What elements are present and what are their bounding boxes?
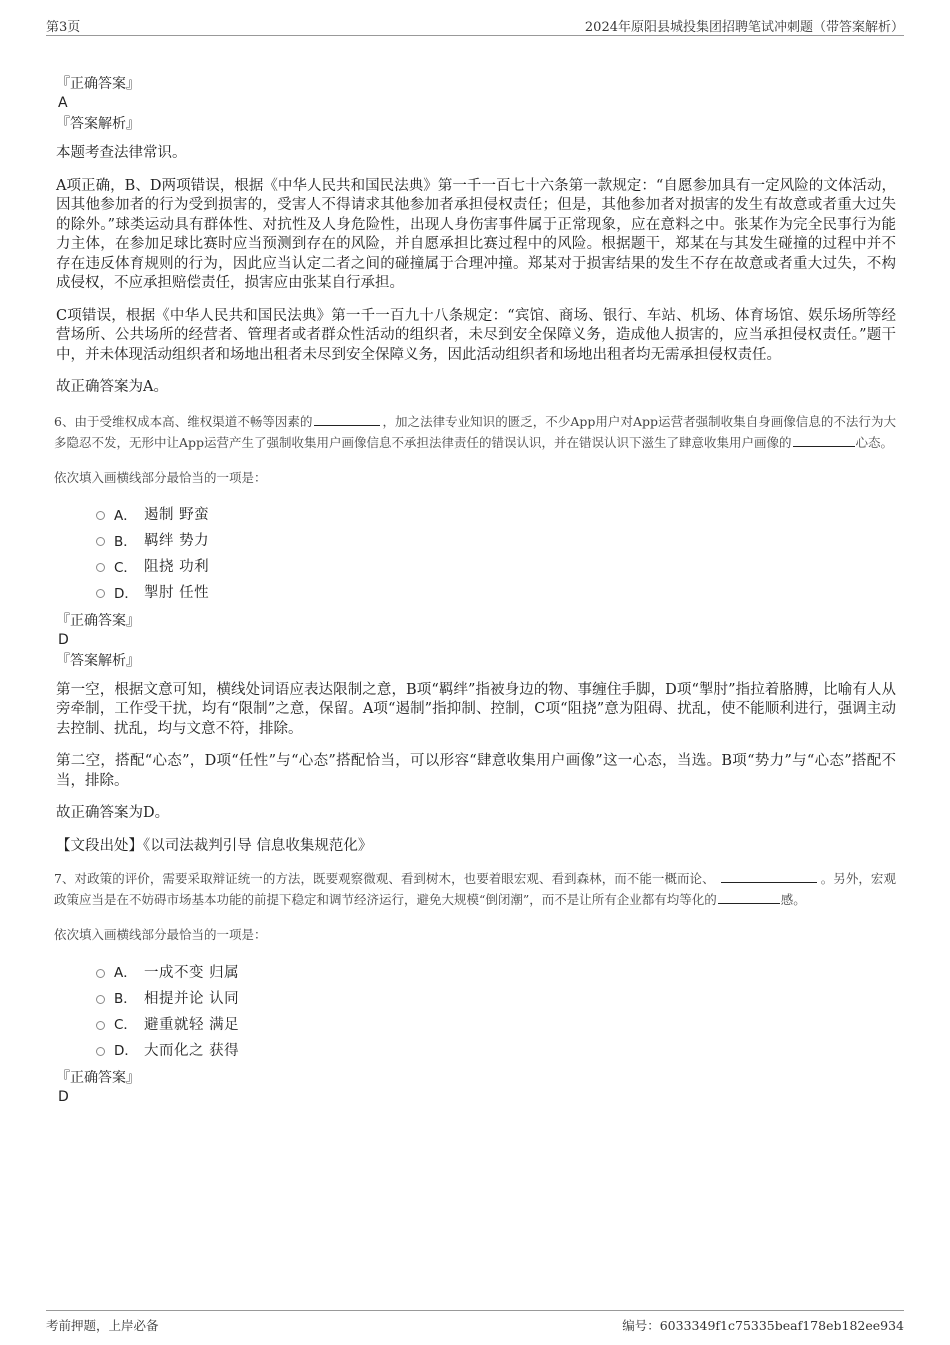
q7-options	[96, 958, 896, 1062]
q5-conclusion: 故正确答案为A。	[56, 379, 168, 395]
correct-answer-label: 『正确答案』	[56, 612, 140, 629]
q6-stem: 6、由于受维权成本高、维权渠道不畅等因素的 ，加之法律专业知识的匮乏，不少App用户对App运营者强制收集自身画像信息的不法行为大多隐忍不发，无形中让App运营产生了强制收集用户画像信息不承担法律责任的错误认识，并在错误认识下滋生了肆意收集用户画像的 心态。	[54, 413, 896, 450]
q6-analysis-p1: 第一空，根据文意可知，横线处词语应表达限制之意，B项“羁绊”指被身边的物、事缠住手脚，D项“掣肘”指拉着胳膊，比喻有人从旁牵制，工作受干扰，均有“限制”之意，保留。A项“遏制”指抑制、控制，C项“阻挠”意为阻碍、扰乱，使不能顺利进行，强调主动去控制、扰乱，均与文意不符，排除。	[56, 681, 896, 737]
q6-instruction: 依次填入画横线部分最恰当的一项是：	[54, 469, 267, 485]
q7-answer: D	[58, 1089, 69, 1105]
correct-answer-label: 『正确答案』	[56, 76, 140, 92]
q7-option-b[interactable]: B． 相提并论 认同	[96, 984, 896, 1010]
q7-instruction: 依次填入画横线部分最恰当的一项是：	[54, 927, 267, 942]
q5-answer: A	[58, 95, 68, 111]
q6-options	[96, 501, 896, 605]
q6-blank-2	[793, 433, 855, 447]
q6-option-d[interactable]: D． 掣肘 任性	[96, 579, 896, 605]
radio-button[interactable]	[96, 969, 105, 978]
radio-button[interactable]	[96, 1047, 105, 1056]
correct-answer-label: 『正确答案』	[56, 1070, 140, 1086]
analysis-label: 『答案解析』	[56, 116, 140, 132]
footer-slogan: 考前押题，上岸必备	[46, 1318, 159, 1333]
radio-button[interactable]	[96, 589, 105, 598]
q5-analysis-p3: C项错误，根据《中华人民共和国民法典》第一千一百九十八条规定：“宾馆、商场、银行、车站、机场、体育场馆、娱乐场所等经营场所、公共场所的经营者、管理者或者群众性活动的组织者，未尽到安全保障义务，造成他人损害的，应当承担侵权责任。”题干中，并未体现活动组织者和场地出租者未尽到安全保障义务，因此活动组织者和场地出租者均无需承担侵权责任。	[56, 307, 896, 363]
analysis-label: 『答案解析』	[56, 652, 140, 669]
page-content	[56, 74, 896, 1106]
document-code: 编号：6033349f1c75335beaf178eb182ee934	[622, 1318, 904, 1333]
page-footer	[46, 1310, 904, 1338]
q6-blank-1	[314, 412, 380, 426]
radio-button[interactable]	[96, 995, 105, 1004]
q7-option-c[interactable]: C． 避重就轻 满足	[96, 1010, 896, 1036]
q7-stem: 7、对政策的评价，需要采取辩证统一的方法，既要观察微观、看到树木，也要着眼宏观、看到森林，而不能一概而论、 。另外，宏观政策应当是在不妨碍市场基本功能的前提下稳定和调节经济运行，避免大规模“倒闭潮”，而不是让所有企业都有均等化的 感。	[54, 871, 896, 907]
q6-option-b[interactable]: B． 羁绊 势力	[96, 527, 896, 553]
q6-answer: D	[58, 631, 69, 648]
radio-button[interactable]	[96, 1021, 105, 1030]
radio-button[interactable]	[96, 537, 105, 546]
q6-analysis-p2: 第二空，搭配“心态”，D项“任性”与“心态”搭配恰当，可以形容“肆意收集用户画像”这一心态，当选。B项“势力”与“心态”搭配不当，排除。	[56, 753, 896, 789]
q6-conclusion: 故正确答案为D。	[56, 805, 170, 821]
page-number: 第3页	[46, 20, 81, 35]
q5-analysis-p1: 本题考查法律常识。	[56, 145, 187, 161]
radio-button[interactable]	[96, 511, 105, 520]
q6-option-c[interactable]: C． 阻挠 功利	[96, 553, 896, 579]
q7-blank-2	[718, 890, 780, 904]
q7-option-a[interactable]: A． 一成不变 归属	[96, 958, 896, 984]
q5-analysis-p2: A项正确，B、D两项错误，根据《中华人民共和国民法典》第一千一百七十六条第一款规定：“自愿参加具有一定风险的文体活动，因其他参加者的行为受到损害的，受害人不得请求其他参加者承担侵权责任；但是，其他参加者对损害的发生有故意或者重大过失的除外。”球类运动具有群体性、对抗性及人身危险性，出现人身伤害事件属于正常现象，应在意料之中。张某作为完全民事行为能力主体，在参加足球比赛时应当预测到存在的风险，并自愿承担比赛过程中的风险。根据题干，郑某在与其发生碰撞的过程中并不存在违反体育规则的行为，因此应当认定二者之间的碰撞属于合理冲撞。郑某对于损害结果的发生不存在故意或者重大过失，不构成侵权，不应承担赔偿责任，损害应由张某自行承担。	[56, 177, 896, 291]
q6-source: 【文段出处】《以司法裁判引导 信息收集规范化》	[56, 837, 373, 854]
radio-button[interactable]	[96, 563, 105, 572]
document-title: 2024年原阳县城投集团招聘笔试冲刺题（带答案解析）	[584, 20, 904, 35]
q7-option-d[interactable]: D． 大而化之 获得	[96, 1036, 896, 1062]
q6-option-a[interactable]: A． 遏制 野蛮	[96, 501, 896, 527]
q7-blank-1	[721, 869, 817, 883]
page-header	[46, 14, 904, 36]
